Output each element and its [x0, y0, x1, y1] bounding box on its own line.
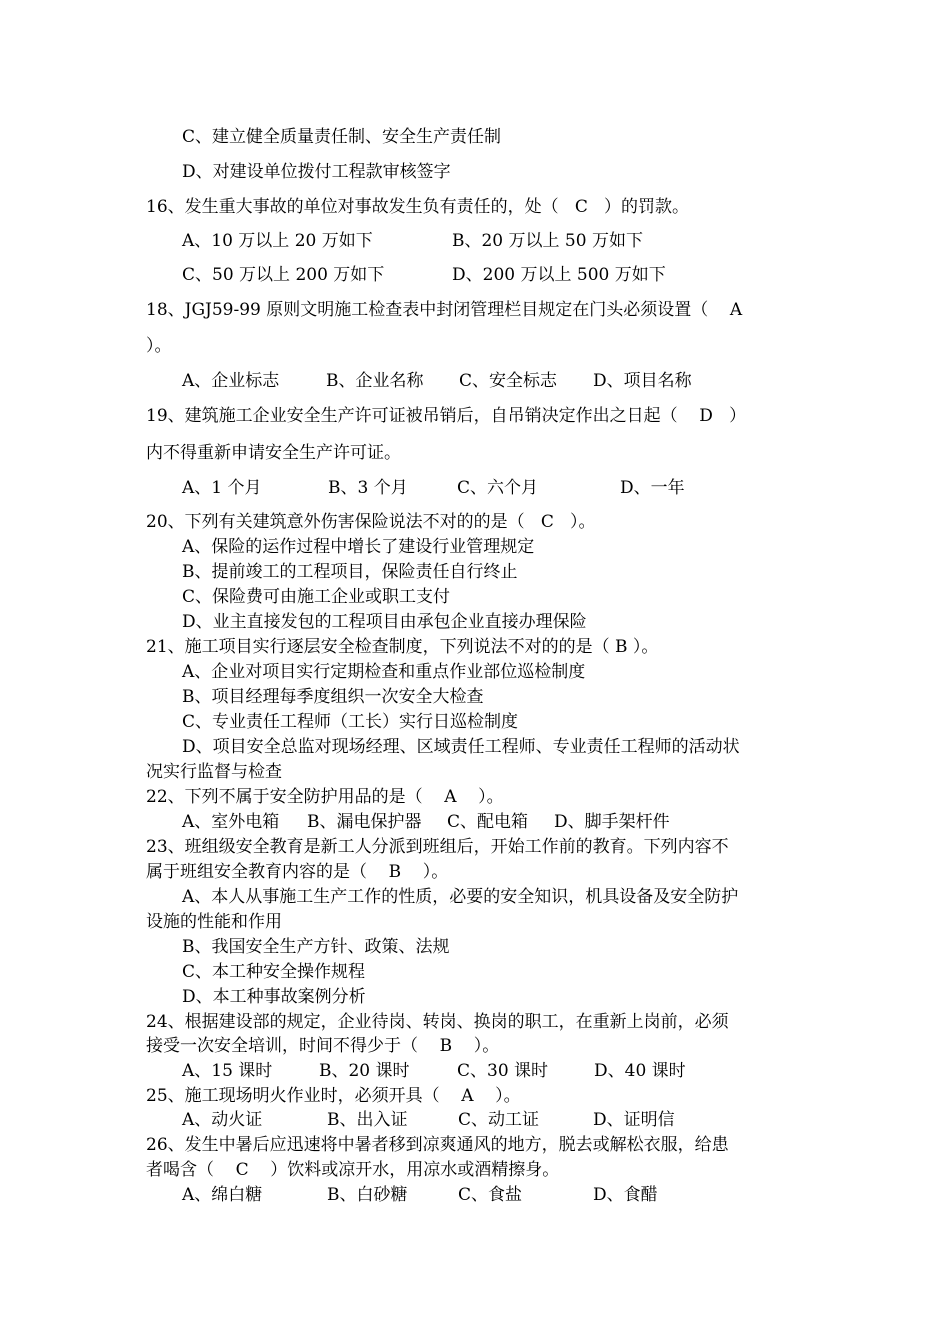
q15-option-d: D、对建设单位拨付工程款审核签字 [182, 162, 451, 182]
q24-option-b: B、20 课时 [319, 1061, 410, 1081]
q20-option-b: B、提前竣工的工程项目，保险责任自行终止 [182, 562, 518, 582]
q16-options-row2 [182, 263, 666, 287]
q24-option-d: D、40 课时 [594, 1061, 686, 1081]
q25-option-c: C、动工证 [458, 1110, 540, 1130]
q20-stem: 20、下列有关建筑意外伤害保险说法不对的的是（ C ）。 [146, 512, 596, 532]
q21-option-d-cont: 况实行监督与检查 [146, 762, 282, 782]
q24-options [182, 1059, 686, 1083]
q22-option-c: C、配电箱 [447, 812, 529, 832]
q25-options [182, 1108, 675, 1132]
q21-option-a: A、企业对项目实行定期检查和重点作业部位巡检制度 [182, 662, 586, 682]
q21-option-b: B、项目经理每季度组织一次安全大检查 [182, 687, 484, 707]
q23-option-b: B、我国安全生产方针、政策、法规 [182, 937, 450, 957]
q19-option-d: D、一年 [620, 478, 685, 498]
q26-stem-cont: 者喝含（ C ）饮料或凉开水，用凉水或酒精擦身。 [146, 1160, 560, 1180]
q18-option-b: B、企业名称 [326, 371, 424, 391]
q16-option-a: A、10 万以上 20 万如下 [182, 231, 373, 251]
q18-option-d: D、项目名称 [593, 371, 692, 391]
q22-option-a: A、室外电箱 [182, 812, 280, 832]
q15-option-c: C、建立健全质量责任制、安全生产责任制 [182, 127, 502, 147]
q22-stem: 22、下列不属于安全防护用品的是（ A ）。 [146, 787, 504, 807]
q22-options [182, 810, 670, 834]
q24-stem: 24、根据建设部的规定，企业待岗、转岗、换岗的职工，在重新上岗前，必须 [146, 1012, 729, 1032]
q24-stem-cont: 接受一次安全培训，时间不得少于（ B ）。 [146, 1036, 500, 1056]
q22-option-b: B、漏电保护器 [307, 812, 422, 832]
q16-option-c: C、50 万以上 200 万如下 [182, 265, 385, 285]
q26-option-d: D、食醋 [593, 1185, 658, 1205]
q18-options [182, 369, 692, 393]
q23-stem: 23、班组级安全教育是新工人分派到班组后，开始工作前的教育。下列内容不 [146, 837, 729, 857]
q21-option-c: C、专业责任工程师（工长）实行日巡检制度 [182, 712, 519, 732]
q24-option-c: C、30 课时 [457, 1061, 549, 1081]
q19-option-c: C、六个月 [457, 478, 539, 498]
q18-stem-cont: ）。 [146, 336, 172, 356]
q24-option-a: A、15 课时 [182, 1061, 273, 1081]
q19-stem-cont: 内不得重新申请安全生产许可证。 [146, 443, 401, 463]
q20-option-a: A、保险的运作过程中增长了建设行业管理规定 [182, 537, 535, 557]
q23-option-d: D、本工种事故案例分析 [182, 987, 366, 1007]
q20-option-d: D、业主直接发包的工程项目由承包企业直接办理保险 [182, 612, 587, 632]
q16-option-b: B、20 万以上 50 万如下 [452, 231, 643, 251]
q26-option-b: B、白砂糖 [327, 1185, 408, 1205]
q16-option-d: D、200 万以上 500 万如下 [452, 265, 666, 285]
q26-option-c: C、食盐 [458, 1185, 523, 1205]
q19-option-a: A、1 个月 [182, 478, 262, 498]
q26-option-a: A、绵白糖 [182, 1185, 263, 1205]
q19-options [182, 476, 685, 500]
q25-option-b: B、出入证 [327, 1110, 408, 1130]
q23-stem-cont: 属于班组安全教育内容的是（ B ）。 [146, 862, 449, 882]
q23-option-a-cont: 设施的性能和作用 [146, 912, 282, 932]
q19-option-b: B、3 个月 [328, 478, 408, 498]
q23-option-c: C、本工种安全操作规程 [182, 962, 366, 982]
q26-options [182, 1183, 658, 1207]
q22-option-d: D、脚手架杆件 [554, 812, 670, 832]
q21-stem: 21、施工项目实行逐层安全检查制度，下列说法不对的的是（ B ）。 [146, 637, 659, 657]
q16-options-row1 [182, 229, 643, 253]
q16-stem: 16、发生重大事故的单位对事故发生负有责任的，处（ C ）的罚款。 [146, 197, 690, 217]
q18-stem: 18、JGJ59-99 原则文明施工检查表中封闭管理栏目规定在门头必须设置（ A [146, 300, 743, 320]
q18-option-c: C、安全标志 [459, 371, 558, 391]
q19-stem: 19、建筑施工企业安全生产许可证被吊销后，自吊销决定作出之日起（ D ） [146, 406, 747, 426]
q26-stem: 26、发生中暑后应迅速将中暑者移到凉爽通风的地方，脱去或解松衣服，给患 [146, 1135, 729, 1155]
q21-option-d: D、项目安全总监对现场经理、区域责任工程师、专业责任工程师的活动状 [182, 737, 740, 757]
q18-option-a: A、企业标志 [182, 371, 280, 391]
q25-option-a: A、动火证 [182, 1110, 263, 1130]
q25-option-d: D、证明信 [593, 1110, 675, 1130]
q25-stem: 25、施工现场明火作业时，必须开具（ A ）。 [146, 1086, 521, 1106]
q20-option-c: C、保险费可由施工企业或职工支付 [182, 587, 451, 607]
q23-option-a: A、本人从事施工生产工作的性质，必要的安全知识，机具设备及安全防护 [182, 887, 739, 907]
